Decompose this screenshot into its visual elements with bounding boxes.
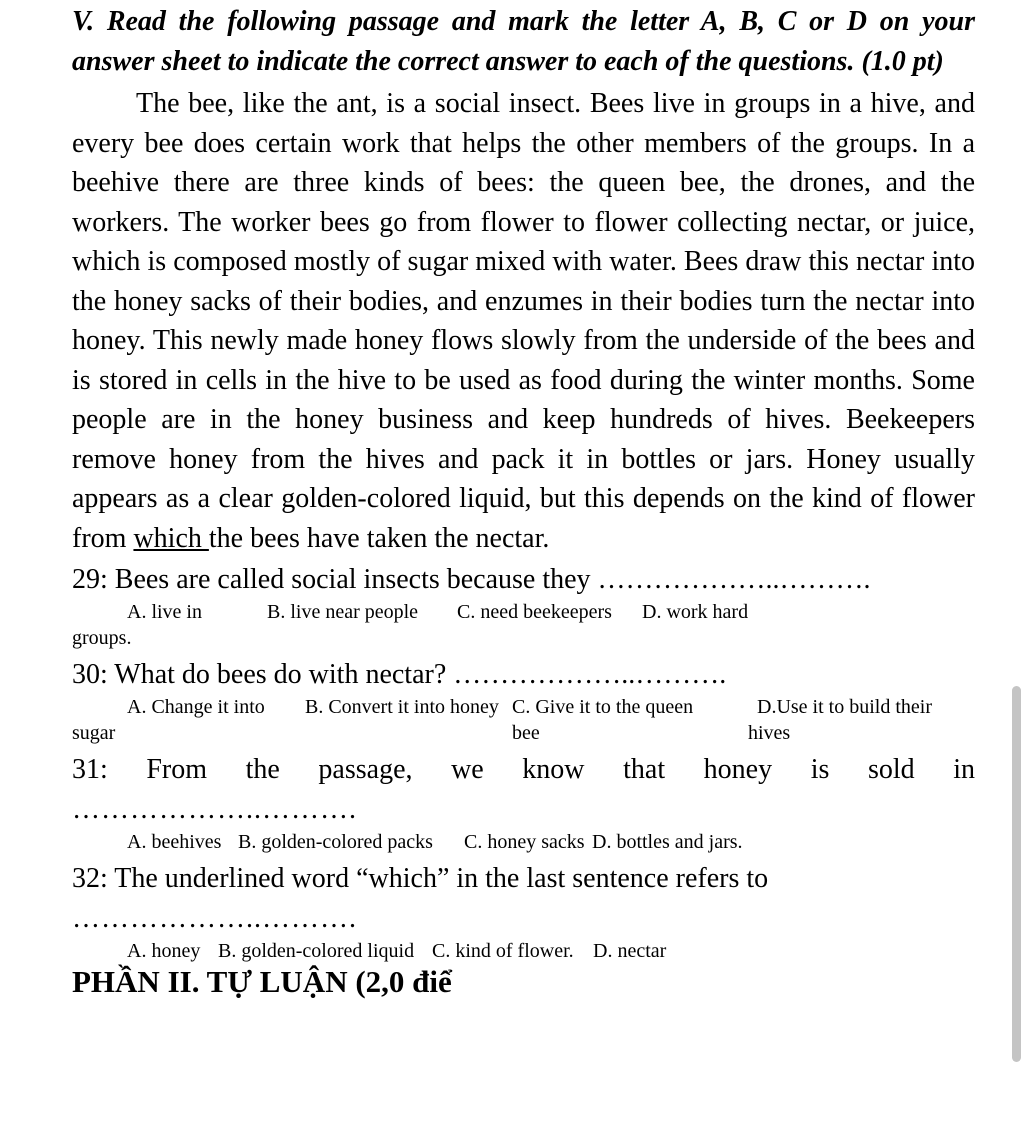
next-section-heading-cutoff: [72, 964, 975, 999]
question-31-prompt: 31: From the passage, we know that honey is sold in: [72, 754, 975, 785]
scrollbar-thumb[interactable]: [1012, 686, 1021, 1062]
question-30: [72, 655, 975, 748]
question-29-option-c: C. need beekeepers: [457, 601, 612, 623]
question-32-option-b: B. golden-colored liquid: [218, 940, 415, 962]
question-29: [72, 560, 975, 653]
question-32-option-a: A. honey: [127, 940, 201, 962]
question-30-prompt: 30: What do bees do with nectar? ………………..……….: [72, 659, 727, 690]
question-31-options: [72, 830, 975, 857]
question-32-answer-blank: ………………..……….: [72, 903, 357, 934]
question-29-option-b: B. live near people: [267, 601, 419, 623]
question-31-option-a: A. beehives: [127, 831, 222, 853]
question-31-option-d: D. bottles and jars.: [592, 831, 743, 853]
question-30-option-d: D.Use it to build their: [757, 696, 932, 718]
question-31: [72, 750, 975, 857]
question-32-option-c: C. kind of flower.: [432, 940, 574, 962]
question-31-option-b: B. golden-colored packs: [238, 831, 433, 853]
question-30-options: [72, 695, 975, 748]
question-32-options: [72, 939, 975, 966]
passage-text-after: the bees have taken the nectar.: [208, 522, 550, 554]
next-section-heading-text: PHẦN II. TỰ LUẬN (2,0 điể: [72, 964, 452, 999]
question-31-answer-blank: ………………..……….: [72, 794, 357, 825]
question-30-option-d-continuation: hives: [748, 722, 791, 744]
question-30-option-c: C. Give it to the queen: [512, 696, 694, 718]
question-32-prompt: 32: The underlined word “which” in the last sentence refers to: [72, 863, 769, 894]
question-29-option-d: D. work hard: [642, 601, 749, 623]
question-30-option-b: B. Convert it into honey: [305, 696, 499, 718]
question-29-option-a: A. live in: [127, 601, 202, 623]
question-29-option-a-continuation: groups.: [72, 627, 132, 649]
question-29-options: [72, 600, 975, 653]
question-32: [72, 859, 975, 966]
question-31-option-c: C. honey sacks: [464, 831, 585, 853]
section-heading: V. Read the following passage and mark the letter A, B, C or D on your answer sheet to indicate the correct answer to each of the questions. (1.0 pt): [72, 6, 975, 77]
question-30-option-a-continuation: sugar: [72, 722, 116, 744]
question-29-prompt: 29: Bees are called social insects because they ………………..……….: [72, 564, 871, 595]
question-30-option-a: A. Change it into: [127, 696, 265, 718]
passage-text-before: The bee, like the ant, is a social insect. Bees live in groups in a hive, and every bee does certain work that helps the other members of the groups. In a beehive there are three kinds of bees: the queen bee, the drones, and the workers. The worker bees go from flower to flower collecting nectar, or juice, which is composed mostly of sugar mixed with water. Bees draw this nectar into the honey sacks of their bodies, and enzumes in their bodies turn the nectar into honey. This newly made honey flows slowly from the underside of the bees and is stored in cells in the hive to be used as food during the winter months. Some people are in the honey business and keep hundreds of hives. Beekeepers remove honey from the hives and pack it in bottles or jars. Honey usually appears as a clear golden-colored liquid, but this depends on the kind of flower from: [72, 88, 975, 554]
question-32-option-d: D. nectar: [593, 940, 667, 962]
passage-underlined-word: which: [133, 522, 209, 554]
question-30-option-c-continuation: bee: [512, 722, 540, 744]
scrollbar[interactable]: [1011, 686, 1023, 1066]
reading-passage: [72, 84, 975, 558]
